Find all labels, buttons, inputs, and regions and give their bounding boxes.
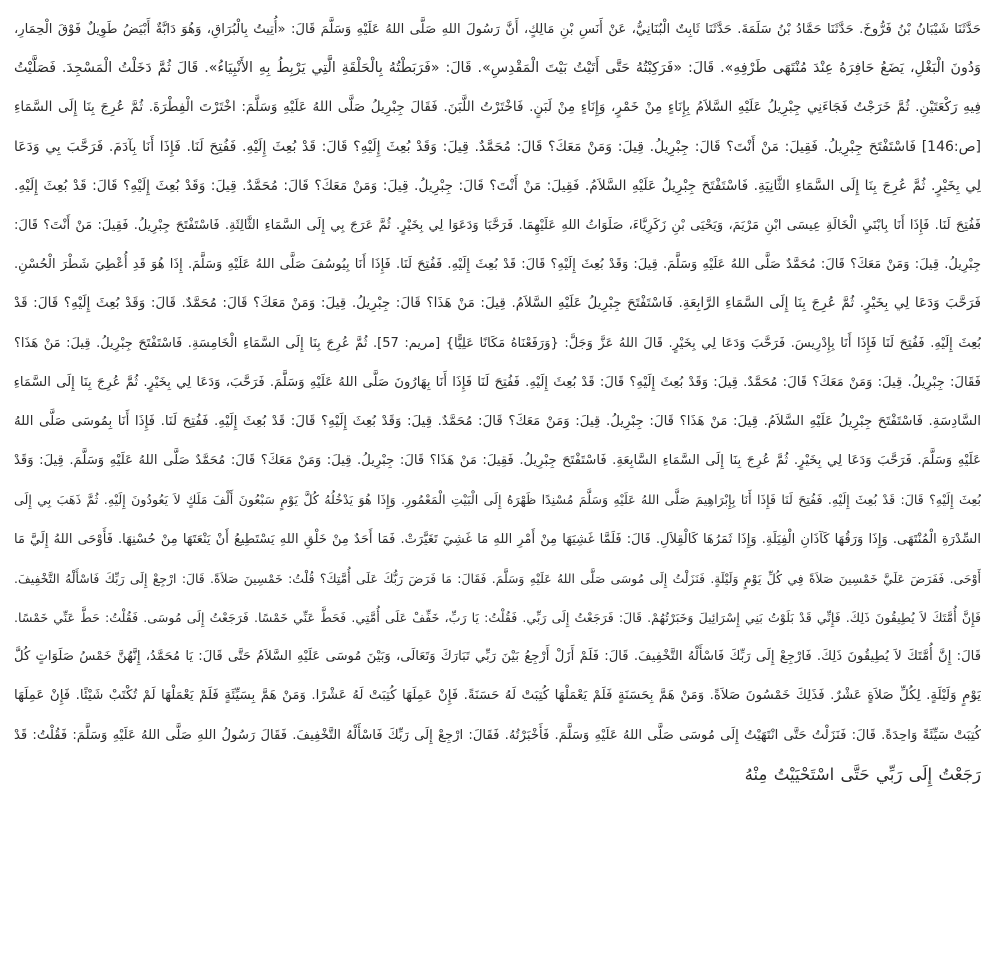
text-line-3: فِيهِ رَكْعَتَيْنِ. ثُمَّ خَرَجْتُ فَجَاءَنِي جِبْرِيلُ عَلَيْهِ السَّلاَمُ بِإِنَاءٍ مِنْ خَمْرٍ، وَإِنَاءٍ مِنْ لَبَنٍ. فَاخْتَرْتُ اللَّبَنَ. فَقَالَ جِبْرِيلُ صَلَّى اللهُ عَلَيْهِ وَسَلَّمَ: اخْتَرْتَ الْفِطْرَةَ. ثُمَّ عُرِجَ بِنَا إِلَى السَّمَاءِ bbox=[14, 99, 981, 116]
text-line-2: وَدُونَ الْبَغْلِ، يَضَعُ حَافِرَهُ عِنْدَ مُنْتَهَى طَرْفِهِ». قَالَ: «فَرَكِبْتُهُ حَتَّى أَتَيْتُ بَيْتَ الْمَقْدِسِ». قَالَ: «فَرَبَطْتُهُ بِالْحَلْقَةِ الَّتِي يَرْبِطُ بِهِ الأَنْبِيَاءُ». قَالَ ثُمَّ دَخَلْتُ الْمَسْجِدَ. فَصَلَّيْتُ bbox=[14, 60, 981, 77]
text-line-12: عَلَيْهِ وَسَلَّمَ. فَرَحَّبَ وَدَعَا لِي بِخَيْرٍ. ثُمَّ عُرِجَ بِنَا إِلَى السَّمَاءِ السَّابِعَةِ. فَاسْتَفْتَحَ جِبْرِيلُ. فَقِيلَ: مَنْ هَذَا؟ قَالَ: جِبْرِيلُ. قِيلَ: وَمَنْ مَعَكَ؟ قَالَ: مُحَمَّدٌ صَلَّى اللهُ عَلَيْهِ وَسَلَّمَ. قِيلَ: وَقَدْ bbox=[14, 453, 981, 469]
text-line-10: فَقَالَ: جِبْرِيلُ. قِيلَ: وَمَنْ مَعَكَ؟ قَالَ: مُحَمَّدٌ. قِيلَ: وَقَدْ بُعِثَ إِلَيْهِ؟ قَالَ: قَدْ بُعِثَ إِلَيْهِ. فَفُتِحَ لَنَا فَإِذَا أَنَا بِهَارُونَ صَلَّى اللهُ عَلَيْهِ وَسَلَّمَ. فَرَحَّبَ، وَدَعَا لِي بِخَيْرٍ. ثُمَّ عُرِجَ بِنَا إِلَى السَّمَاءِ bbox=[14, 374, 981, 390]
text-line-18: يَوْمٍ وَلَيْلَةٍ. لِكُلِّ صَلاَةٍ عَشْرٌ. فَذَلِكَ خَمْسُونَ صَلاَةً. وَمَنْ هَمَّ بِحَسَنَةٍ فَلَمْ يَعْمَلْهَا كُتِبَتْ لَهُ حَسَنَةً. فَإِنْ عَمِلَهَا كُتِبَتْ لَهُ عَشْرًا. وَمَنْ هَمَّ بِسَيِّئَةٍ فَلَمْ يَعْمَلْهَا لَمْ تُكْتَبْ شَيْئًا. فَإِنْ عَمِلَهَا bbox=[14, 688, 981, 704]
text-line-13: بُعِثَ إِلَيْهِ؟ قَالَ: قَدْ بُعِثَ إِلَيْهِ. فَفُتِحَ لَنَا فَإِذَا أَنَا بِإِبْرَاهِيمَ صَلَّى اللهُ عَلَيْهِ وَسَلَّمَ مُسْنِدًا ظَهْرَهُ إِلَى الْبَيْتِ الْمَعْمُورِ. وَإِذَا هُوَ يَدْخُلُهُ كُلَّ يَوْمٍ سَبْعُونَ أَلْفَ مَلَكٍ لاَ يَعُودُونَ إِلَيْهِ. ثُمَّ ذَهَبَ بِي إِلَى bbox=[14, 492, 981, 508]
text-line-17: قَالَ: إِنَّ أُمَّتَكَ لاَ يُطِيقُونَ ذَلِكَ. فَارْجِعْ إِلَى رَبِّكَ فَاسْأَلْهُ التَّخْفِيفَ. قَالَ: فَلَمْ أَزَلْ أَرْجِعُ بَيْنَ رَبِّي تَبَارَكَ وَتَعَالَى، وَبَيْنَ مُوسَى عَلَيْهِ السَّلاَمُ حَتَّى قَالَ: يَا مُحَمَّدُ، إِنَّهُنَّ خَمْسُ صَلَوَاتٍ كُلَّ bbox=[14, 649, 981, 665]
text-line-7: جِبْرِيلُ. قِيلَ: وَمَنْ مَعَكَ؟ قَالَ: مُحَمَّدٌ صَلَّى اللهُ عَلَيْهِ وَسَلَّمَ. قِيلَ: وَقَدْ بُعِثَ إِلَيْهِ؟ قَالَ: قَدْ بُعِثَ إِلَيْهِ. فَفُتِحَ لَنَا. فَإِذَا أَنَا بِيُوسُفَ صَلَّى اللهُ عَلَيْهِ وَسَلَّمَ. إِذَا هُوَ قَدِ أُعْطِيَ شَطْرَ الْحُسْنِ. bbox=[14, 257, 981, 273]
text-line-8: فَرَحَّبَ وَدَعَا لِي بِخَيْرٍ. ثُمَّ عُرِجَ بِنَا إِلَى السَّمَاءِ الرَّابِعَةِ. فَاسْتَفْتَحَ جِبْرِيلُ عَلَيْهِ السَّلاَمُ. قِيلَ: مَنْ هَذَا؟ قَالَ: جِبْرِيلُ. قِيلَ: وَمَنْ مَعَكَ؟ قَالَ: مُحَمَّدٌ. قَالَ: وَقَدْ بُعِثَ إِلَيْهِ؟ قَالَ: قَدْ bbox=[14, 295, 981, 312]
text-line-9: بُعِثَ إِلَيْهِ. فَفُتِحَ لَنَا فَإِذَا أَنَا بِإِدْرِيسَ. فَرَحَّبَ وَدَعَا لِي بِخَيْرٍ. قَالَ اللهُ عَزَّ وَجَلَّ: {وَرَفَعْنَاهُ مَكَانًا عَلِيًّا} [مريم: 57]. ثُمَّ عُرِجَ بِنَا إِلَى السَّمَاءِ الْخَامِسَةِ. فَاسْتَفْتَحَ جِبْرِيلُ. قِيلَ: مَنْ هَذَا؟ bbox=[14, 335, 981, 351]
text-line-6: فَفُتِحَ لَنَا. فَإِذَا أَنَا بِابْنَيِ الْخَالَةِ عِيسَى ابْنِ مَرْيَمَ، وَيَحْيَى بْنِ زَكَرِيَّاءَ، صَلَوَاتُ اللهِ عَلَيْهِمَا. فَرَحَّبَا وَدَعَوَا لِي بِخَيْرٍ. ثُمَّ عَرَجَ بِي إِلَى السَّمَاءِ الثَّالِثَةِ. فَاسْتَفْتَحَ جِبْرِيلُ. فَقِيلَ: مَنْ أَنْتَ؟ قَالَ: bbox=[14, 218, 981, 234]
text-line-4: [ص:146] فَاسْتَفْتَحَ جِبْرِيلُ. فَقِيلَ: مَنْ أَنْتَ؟ قَالَ: جِبْرِيلُ. قِيلَ: وَمَنْ مَعَكَ؟ قَالَ: مُحَمَّدٌ. قِيلَ: وَقَدْ بُعِثَ إِلَيْهِ؟ قَالَ: قَدْ بُعِثَ إِلَيْهِ. فَفُتِحَ لَنَا. فَإِذَا أَنَا بِآدَمَ. فَرَحَّبَ بِي وَدَعَا bbox=[14, 138, 981, 155]
text-line-11: السَّادِسَةِ. فَاسْتَفْتَحَ جِبْرِيلُ عَلَيْهِ السَّلاَمُ. قِيلَ: مَنْ هَذَا؟ قَالَ: جِبْرِيلُ. قِيلَ: وَمَنْ مَعَكَ؟ قَالَ: مُحَمَّدٌ. قِيلَ: وَقَدْ بُعِثَ إِلَيْهِ؟ قَالَ: قَدْ بُعِثَ إِلَيْهِ. فَفُتِحَ لَنَا. فَإِذَا أَنَا بِمُوسَى صَلَّى اللهُ bbox=[14, 414, 981, 430]
text-line-14: السِّدْرَةِ الْمُنْتَهَى. وَإِذَا وَرَقُهَا كَآذَانِ الْفِيَلَةِ. وَإِذَا ثَمَرُهَا كَالْقِلاَلِ. قَالَ: فَلَمَّا غَشِيَهَا مِنْ أَمْرِ اللهِ مَا غَشِيَ تَغَيَّرَتْ. فَمَا أَحَدٌ مِنْ خَلْقِ اللهِ يَسْتَطِيعُ أَنْ يَنْعَتَهَا مِنْ حُسْنِهَا. فَأَوْحَى اللهُ إِلَيَّ مَا bbox=[14, 531, 981, 547]
text-line-5: لِي بِخَيْرٍ. ثُمَّ عُرِجَ بِنَا إِلَى السَّمَاءِ الثَّانِيَةِ. فَاسْتَفْتَحَ جِبْرِيلُ عَلَيْهِ السَّلاَمُ. فَقِيلَ: مَنْ أَنْتَ؟ قَالَ: جِبْرِيلُ. قِيلَ: وَمَنْ مَعَكَ؟ قَالَ: مُحَمَّدٌ. قِيلَ: وَقَدْ بُعِثَ إِلَيْهِ؟ قَالَ: قَدْ بُعِثَ إِلَيْهِ. bbox=[14, 177, 981, 194]
text-line-1: حَدَّثَنَا شَيْبَانُ بْنُ فَرُّوخَ. حَدَّثَنَا حَمَّادُ بْنُ سَلَمَةَ. حَدَّثَنَا ثَابِتٌ الْبُنَانِيُّ، عَنْ أَنَسِ بْنِ مَالِكٍ، أَنَّ رَسُولَ اللهِ صَلَّى اللهُ عَلَيْهِ وَسَلَّمَ قَالَ: «أُتِيتُ بِالْبُرَاقِ، وَهُوَ دَابَّةٌ أَبْيَضُ طَوِيلٌ فَوْقَ الْحِمَارِ، bbox=[14, 22, 981, 37]
text-line-16: فَإِنَّ أُمَّتَكَ لاَ يُطِيقُونَ ذَلِكَ. فَإِنِّي قَدْ بَلَوْتُ بَنِي إِسْرَائِيلَ وَخَبَرْتُهُمْ. قَالَ: فَرَجَعْتُ إِلَى رَبِّي. فَقُلْتُ: يَا رَبِّ، خَفِّفْ عَلَى أُمَّتِي. فَحَطَّ عَنِّي خَمْسًا. فَرَجَعْتُ إِلَى مُوسَى. فَقُلْتُ: حَطَّ عَنِّي خَمْسًا. bbox=[14, 610, 981, 626]
text-line-20: رَجَعْتُ إِلَى رَبِّي حَتَّى اسْتَحْيَيْتُ مِنْهُ bbox=[744, 764, 981, 784]
text-line-19: كُتِبَتْ سَيِّئَةً وَاحِدَةً. قَالَ: فَنَزَلْتُ حَتَّى انْتَهَيْتُ إِلَى مُوسَى صَلَّى اللهُ عَلَيْهِ وَسَلَّمَ. فَأَخْبَرْتُهُ. فَقَالَ: ارْجِعْ إِلَى رَبِّكَ فَاسْأَلْهُ التَّخْفِيفَ. فَقَالَ رَسُولُ اللهِ صَلَّى اللهُ عَلَيْهِ وَسَلَّمَ: فَقُلْتُ: قَدْ bbox=[14, 727, 981, 743]
text-line-15: أَوْحَى. فَفَرَضَ عَلَيَّ خَمْسِينَ صَلاَةً فِي كُلِّ يَوْمٍ وَلَيْلَةٍ. فَنَزَلْتُ إِلَى مُوسَى صَلَّى اللهُ عَلَيْهِ وَسَلَّمَ. فَقَالَ: مَا فَرَضَ رَبُّكَ عَلَى أُمَّتِكَ؟ قُلْتُ: خَمْسِينَ صَلاَةً. قَالَ: ارْجِعْ إِلَى رَبِّكَ فَاسْأَلْهُ التَّخْفِيفَ. bbox=[14, 570, 981, 586]
hadith-text bbox=[14, 10, 981, 794]
